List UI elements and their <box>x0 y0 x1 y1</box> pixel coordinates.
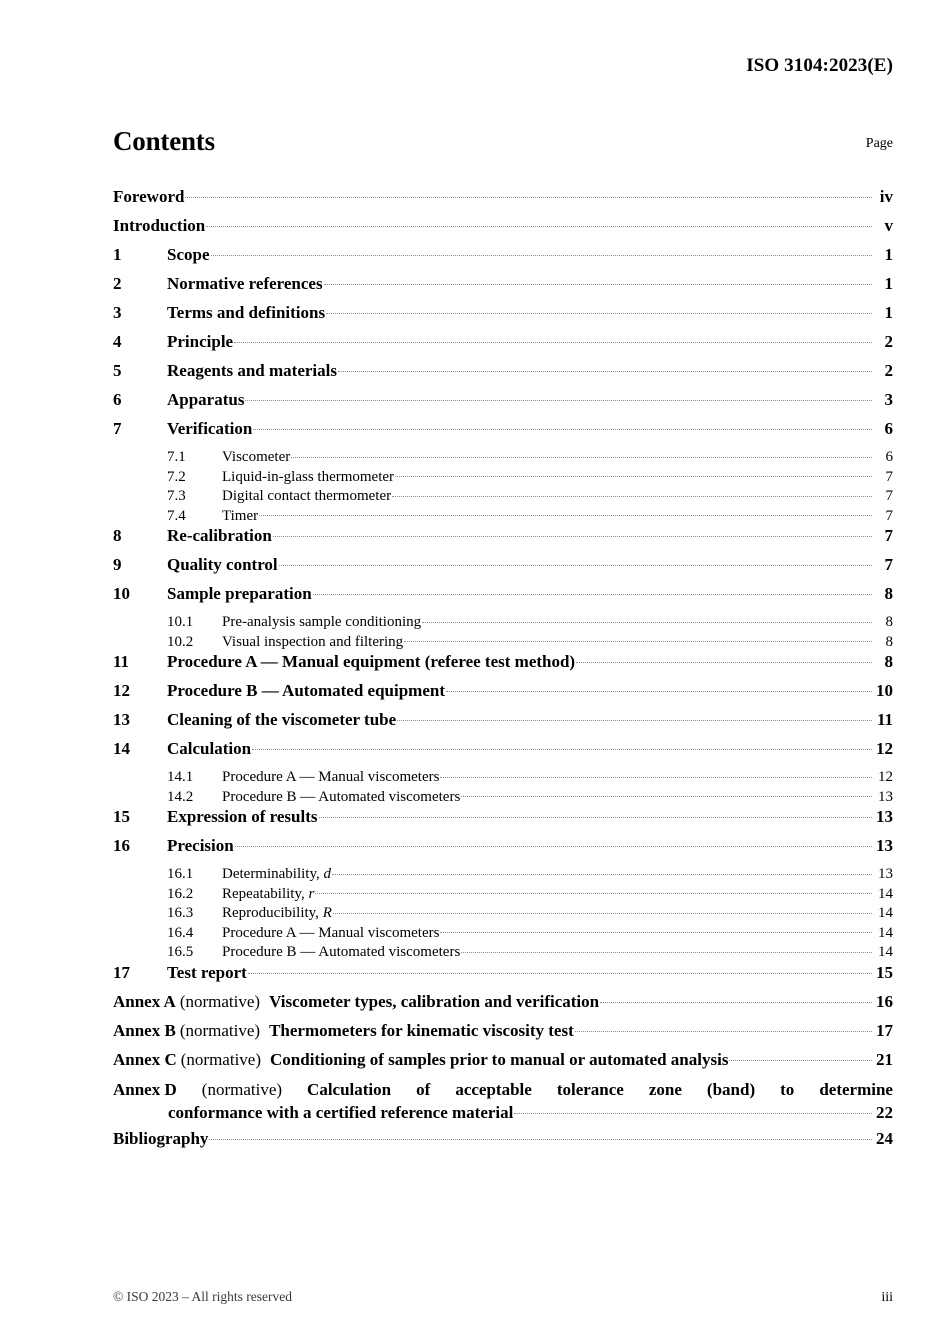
toc-subentry-page: 8 <box>885 614 893 630</box>
toc-subentry-number: 7.1 <box>167 449 186 465</box>
toc-subentry-label: Pre-analysis sample conditioning <box>222 614 422 630</box>
toc-annex-entry[interactable] <box>113 1080 893 1123</box>
annex-kind: (normative) <box>179 991 261 1011</box>
dot-leader <box>422 611 872 626</box>
toc-subentry-number: 7.2 <box>167 468 186 485</box>
dot-leader <box>395 466 872 481</box>
toc-entry[interactable] <box>113 243 893 272</box>
toc-entry-number: 7 <box>113 419 122 438</box>
toc-entry-number: 4 <box>113 332 122 351</box>
toc-entry-number: 15 <box>113 807 130 826</box>
toc-entry-number: 5 <box>113 361 122 380</box>
annex-title-word: Calculation <box>307 1079 392 1099</box>
symbol-italic: r <box>308 885 315 902</box>
toc-entry-label: Test report <box>167 962 247 982</box>
contents-header <box>113 128 893 155</box>
toc-entry-number: 11 <box>113 652 130 671</box>
toc-subentry-label: Viscometer <box>222 449 291 465</box>
dot-leader <box>259 505 872 520</box>
toc-subentry-label: Liquid-in-glass thermometer <box>222 468 395 485</box>
dot-leader <box>209 1127 872 1144</box>
toc-subentry-page: 7 <box>885 468 893 485</box>
toc-subentry[interactable] <box>113 611 893 631</box>
toc-entry-page: iv <box>879 187 893 206</box>
toc-entry-number: 14 <box>113 739 130 758</box>
toc-subentry[interactable] <box>113 466 893 486</box>
document-footer <box>113 1289 893 1306</box>
annex-title: Viscometer types, calibration and verification <box>269 991 600 1011</box>
toc-entry[interactable] <box>113 805 893 834</box>
toc-entry-number: 1 <box>113 245 122 264</box>
toc-entry-label: Cleaning of the viscometer tube <box>167 710 397 729</box>
dot-leader <box>461 786 872 801</box>
dot-leader <box>729 1048 872 1065</box>
dot-leader <box>185 185 872 202</box>
toc-entry[interactable] <box>113 330 893 359</box>
annex-title-word: acceptable <box>455 1079 532 1099</box>
toc-subentry-number: 16.4 <box>167 924 194 941</box>
toc-entry-label: Procedure B — Automated equipment <box>167 681 445 700</box>
toc-entry-number: 10 <box>113 584 130 603</box>
toc-subentry-page: 6 <box>885 449 893 465</box>
toc-subentry[interactable] <box>113 883 893 903</box>
toc-subentry-page: 13 <box>878 866 893 882</box>
toc-subentry-page: 14 <box>878 885 893 902</box>
toc-entry[interactable] <box>113 359 893 388</box>
dot-leader <box>245 388 872 405</box>
toc-subentry-number: 14.1 <box>167 769 194 785</box>
toc-subentry-label: Procedure B — Automated viscometers <box>222 944 461 960</box>
dot-leader <box>252 737 872 754</box>
dot-leader <box>575 1019 872 1036</box>
toc-annex-page: 21 <box>876 1049 893 1069</box>
dot-leader <box>392 485 872 500</box>
toc-entry-number: 3 <box>113 303 122 322</box>
toc-entry-label: Sample preparation <box>167 584 312 603</box>
dot-leader <box>397 708 872 725</box>
toc-entry-page: 3 <box>884 390 893 409</box>
annex-name: Annex D <box>113 1079 177 1099</box>
toc-entry-page: 1 <box>884 303 893 322</box>
dot-leader <box>273 524 872 541</box>
toc-subentry-label: Procedure A — Manual viscometers <box>222 769 440 785</box>
annex-title: Thermometers for kinematic viscosity test <box>269 1020 574 1040</box>
dot-leader <box>446 679 872 696</box>
annex-name: Annex C <box>113 1049 177 1069</box>
toc-subentry-page: 13 <box>878 788 893 805</box>
toc-entry-label: Foreword <box>113 187 185 206</box>
annex-name: Annex A <box>113 991 176 1011</box>
toc-entry-label: Verification <box>167 419 253 438</box>
toc-entry[interactable] <box>113 834 893 863</box>
dot-leader <box>324 272 872 289</box>
toc-entry-label: Quality control <box>167 555 278 574</box>
toc-entry-label: Precision <box>167 836 234 855</box>
toc-entry-label: Normative references <box>167 274 323 293</box>
toc-subentry[interactable] <box>113 863 893 883</box>
annex-title-word: determine <box>819 1079 893 1099</box>
toc-subentry-label: Reproducibility, R <box>222 905 332 921</box>
toc-entry-label: Re-calibration <box>167 526 272 545</box>
toc-entry-page: 6 <box>884 419 893 438</box>
toc-subentry-number: 10.1 <box>167 614 194 630</box>
toc-subentry-page: 12 <box>878 769 893 785</box>
toc-entry[interactable] <box>113 301 893 330</box>
toc-entry-label: Calculation <box>167 739 252 758</box>
toc-entry[interactable] <box>113 214 893 243</box>
toc-subentry-number: 16.3 <box>167 905 194 921</box>
toc-entry-number: 8 <box>113 526 122 545</box>
toc-entry[interactable] <box>113 961 893 990</box>
dot-leader <box>319 805 872 822</box>
toc-subentry-label: Repeatability, r <box>222 885 315 902</box>
dot-leader <box>279 553 872 570</box>
toc-entry-page: 8 <box>884 652 893 671</box>
toc-entry[interactable] <box>113 272 893 301</box>
dot-leader <box>234 330 872 347</box>
annex-title-word: zone <box>648 1079 682 1099</box>
toc-entry-number: 13 <box>113 710 130 729</box>
toc-subentry-page: 7 <box>885 488 893 504</box>
dot-leader <box>332 863 872 878</box>
copyright-notice: © ISO 2023 – All rights reserved <box>113 1289 292 1304</box>
toc-entry-page: 10 <box>876 681 893 700</box>
toc-entry-page: 7 <box>884 555 893 574</box>
toc-entry-page: 13 <box>876 807 893 826</box>
annex-title-word: of <box>416 1079 431 1099</box>
toc-entry[interactable] <box>113 1127 893 1156</box>
dot-leader <box>404 631 872 646</box>
toc-subentry-label: Determinability, d <box>222 866 331 882</box>
toc-entry[interactable] <box>113 582 893 611</box>
dot-leader <box>461 941 872 956</box>
toc-entry-page: 7 <box>884 526 893 545</box>
annex-title-word: tolerance <box>556 1079 624 1099</box>
toc-subentry-number: 16.5 <box>167 944 194 960</box>
toc-entry-label: Bibliography <box>113 1128 209 1148</box>
toc-entry[interactable] <box>113 524 893 553</box>
toc-subentry[interactable] <box>113 902 893 922</box>
toc-subentry-page: 8 <box>885 633 893 650</box>
toc-entry-page: 8 <box>884 584 893 603</box>
toc-entry-number: 16 <box>113 836 130 855</box>
symbol-italic: R <box>322 905 332 921</box>
toc-subentry-page: 14 <box>878 924 893 941</box>
annex-kind: (normative) <box>179 1020 261 1040</box>
toc-entry-page: 13 <box>876 836 893 855</box>
dot-leader <box>291 446 872 461</box>
toc-entry-label: Introduction <box>113 216 206 235</box>
toc-annex-entry[interactable] <box>113 990 893 1019</box>
toc-subentry[interactable] <box>113 631 893 651</box>
dot-leader <box>440 922 872 937</box>
toc-entry-page: 1 <box>884 274 893 293</box>
toc-subentry-label: Digital contact thermometer <box>222 488 392 504</box>
toc-subentry-number: 7.4 <box>167 507 186 524</box>
toc-entry-label: Scope <box>167 245 210 264</box>
toc-entry-label: Reagents and materials <box>167 361 337 380</box>
toc-subentry-number: 10.2 <box>167 633 194 650</box>
toc-entry-page: 2 <box>884 361 893 380</box>
dot-leader <box>235 834 872 851</box>
annex-title-word: to <box>780 1079 795 1099</box>
annex-title: Conditioning of samples prior to manual or automated analysis <box>270 1049 729 1069</box>
page-column-label: Page <box>865 136 893 151</box>
toc-subentry-page: 14 <box>878 905 893 921</box>
document-header: ISO 3104:2023(E) <box>746 55 893 76</box>
toc-entry[interactable] <box>113 388 893 417</box>
table-of-contents <box>113 185 893 1156</box>
toc-entry-page: 1 <box>884 245 893 264</box>
dot-leader <box>326 301 872 318</box>
toc-entry[interactable] <box>113 679 893 708</box>
dot-leader <box>333 902 872 917</box>
annex-title-continued: conformance with a certified reference material <box>168 1102 514 1122</box>
toc-subentry-number: 7.3 <box>167 488 186 504</box>
toc-annex-entry[interactable] <box>113 1048 893 1077</box>
dot-leader <box>600 990 872 1007</box>
annex-kind: (normative) <box>201 1079 283 1099</box>
toc-subentry[interactable] <box>113 941 893 961</box>
toc-entry-number: 12 <box>113 681 130 700</box>
toc-subentry-number: 14.2 <box>167 788 194 805</box>
toc-subentry-page: 7 <box>885 507 893 524</box>
toc-entry-number: 2 <box>113 274 122 293</box>
page-folio: iii <box>881 1290 893 1305</box>
dot-leader <box>514 1101 872 1118</box>
toc-entry-number: 9 <box>113 555 122 574</box>
annex-title-word: (band) <box>706 1079 756 1099</box>
toc-entry-label: Principle <box>167 332 234 351</box>
dot-leader <box>313 582 872 599</box>
toc-entry-number: 6 <box>113 390 122 409</box>
toc-entry[interactable] <box>113 708 893 737</box>
toc-annex-page: 16 <box>876 991 893 1011</box>
toc-entry[interactable] <box>113 185 893 214</box>
toc-entry[interactable] <box>113 650 893 679</box>
toc-entry-label: Expression of results <box>167 807 318 826</box>
toc-entry-label: Terms and definitions <box>167 303 326 322</box>
toc-subentry[interactable] <box>113 922 893 942</box>
toc-annex-page: 22 <box>876 1102 893 1122</box>
toc-subentry-number: 16.1 <box>167 866 194 882</box>
toc-subentry-page: 14 <box>878 944 893 960</box>
dot-leader <box>248 961 872 978</box>
toc-subentry[interactable] <box>113 446 893 466</box>
page-title: Contents <box>113 126 215 156</box>
annex-name: Annex B <box>113 1020 176 1040</box>
toc-subentry[interactable] <box>113 485 893 505</box>
toc-subentry-label: Visual inspection and filtering <box>222 633 404 650</box>
toc-entry-label: Procedure A — Manual equipment (referee test method) <box>167 652 576 671</box>
annex-kind: (normative) <box>180 1049 262 1069</box>
toc-subentry[interactable] <box>113 786 893 806</box>
toc-entry[interactable] <box>113 553 893 582</box>
toc-entry-label: Apparatus <box>167 390 245 409</box>
dot-leader <box>211 243 873 260</box>
dot-leader <box>338 359 872 376</box>
toc-entry-page: 11 <box>876 710 893 729</box>
toc-entry[interactable] <box>113 737 893 766</box>
toc-subentry[interactable] <box>113 505 893 525</box>
toc-subentry-number: 16.2 <box>167 885 194 902</box>
dot-leader <box>206 214 872 231</box>
toc-annex-entry[interactable] <box>113 1019 893 1048</box>
toc-entry[interactable] <box>113 417 893 446</box>
toc-entry-page: 15 <box>876 962 893 982</box>
toc-subentry-label: Procedure A — Manual viscometers <box>222 924 440 941</box>
symbol-italic: d <box>323 866 331 882</box>
toc-entry-page: v <box>884 216 893 235</box>
toc-subentry-label: Procedure B — Automated viscometers <box>222 788 461 805</box>
toc-entry-page: 2 <box>884 332 893 351</box>
dot-leader <box>440 766 872 781</box>
toc-subentry-label: Timer <box>222 507 259 524</box>
dot-leader <box>253 417 872 434</box>
toc-annex-page: 17 <box>876 1020 893 1040</box>
toc-entry-page: 24 <box>876 1128 893 1148</box>
toc-entry-number: 17 <box>113 962 130 982</box>
toc-entry-page: 12 <box>876 739 893 758</box>
toc-subentry[interactable] <box>113 766 893 786</box>
dot-leader <box>576 650 872 667</box>
dot-leader <box>315 883 872 898</box>
